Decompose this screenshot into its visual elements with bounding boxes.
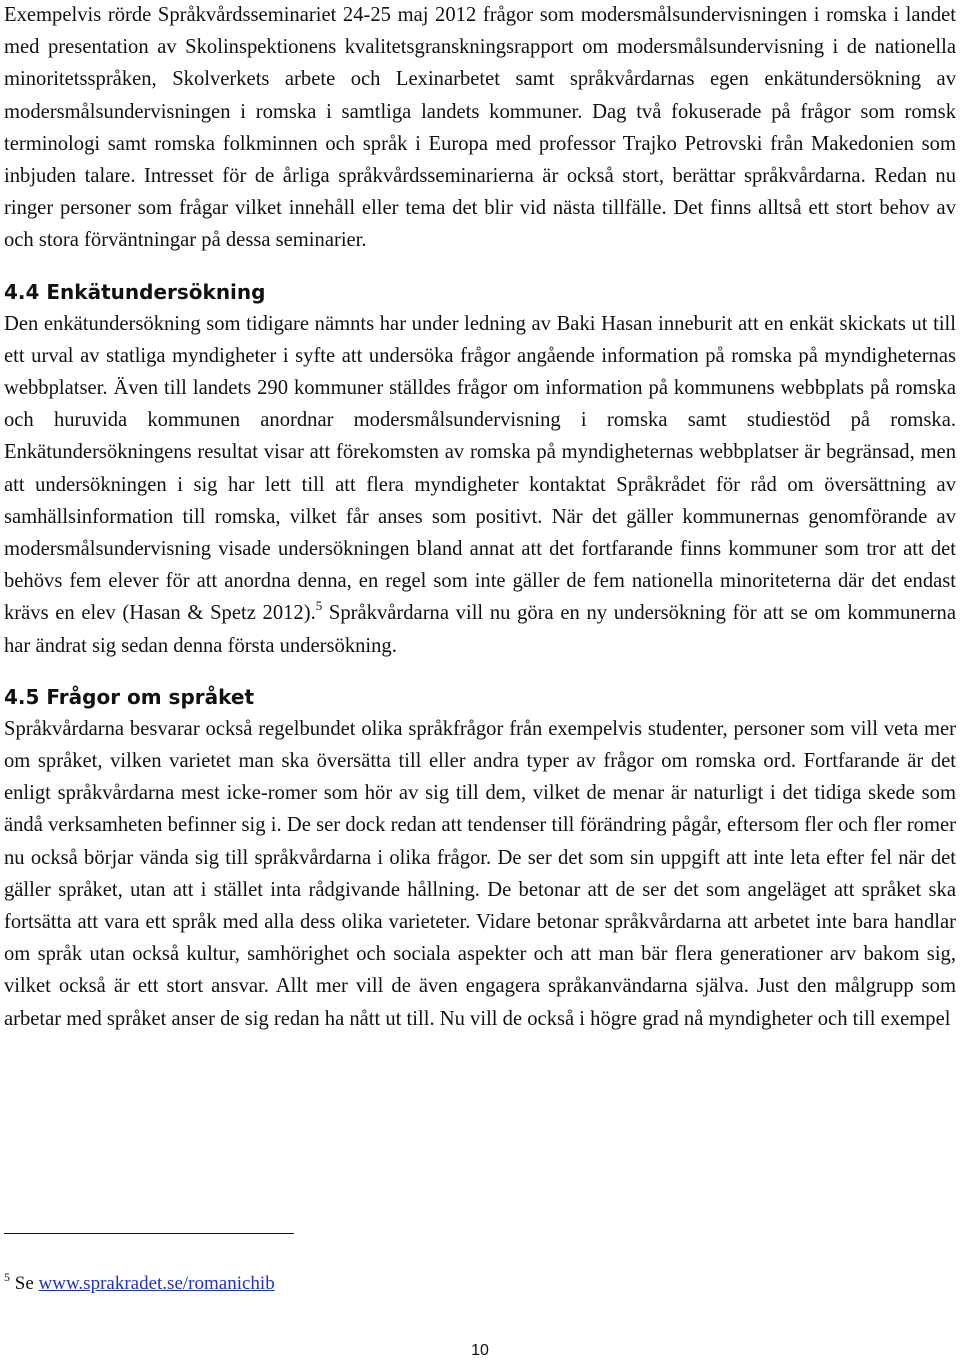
document-page	[4, 0, 956, 1035]
section-paragraph-fragor-om-spraket: Språkvårdarna besvarar också regelbundet olika språkfrågor från exempelvis studenter, personer som vill veta mer om språket, vilken varietet man ska översätta till eller andra typer av frågor om romska ord. Fortfarande är det enligt språkvårdarna mest icke-romer som hör av sig till dem, vilket de menar är naturligt i det tidiga skede som ändå verksamheten befinner sig i. De ser dock redan att tendenser till förändring pågår, eftersom fler och fler romer nu också börjar vända sig till språkvårdarna i olika frågor. De ser det som sin uppgift att inte leta efter fel när det gäller språket, utan att i stället inta rådgivande hållning. De betonar att de ser det som angeläget att språket ska fortsätta att vara ett språk med alla dess olika varieteter. Vidare betonar språkvårdarna att arbetet inte bara handlar om språk utan också kultur, samhörighet och sociala aspekter och att man bär flera generationer arv bakom sig, vilket också är ett stort ansvar. Allt mer vill de även engagera språkanvändarna själva. Just den målgrupp som arbetar med språket anser de sig redan ha nått ut till. Nu vill de också i högre grad nå myndigheter och till exempel	[4, 717, 956, 1030]
footnote	[4, 1272, 275, 1296]
paragraph-text: Den enkätundersökning som tidigare nämnts har under ledning av Baki Hasan inneburit att en enkät skickats ut till ett urval av statliga myndigheter i syfte att undersöka frågor angående information på romska på myndigheternas webbplatser. Även till landets 290 kommuner ställdes frågor om information på kommunens webbplats på romska och huruvida kommunen anordnar modersmålsundervisning i romska samt studiestöd på romska. Enkätundersökningens resultat visar att förekomsten av romska på myndigheternas webbplatser är begränsad, men att undersökningen i sig har lett till att flera myndigheter kontaktat Språkrådet för råd om översättning av samhällsinformation till romska, vilket får anses som positivt. När det gäller kommunernas genomförande av modersmålsundervisning visade undersökningen bland annat att det fortfarande finns kommuner som tror att det behövs fem elever för att anordna denna, en regel som inte gäller de fem nationella minoriteterna där det endast krävs en elev (Hasan & Spetz 2012).	[4, 312, 956, 625]
section-heading-fragor-om-spraket: 4.5 Frågor om språket	[4, 684, 255, 709]
page-number: 10	[471, 1342, 489, 1359]
intro-paragraph: Exempelvis rörde Språkvårdsseminariet 24-25 maj 2012 frågor som modersmålsundervisningen i romska i landet med presentation av Skolinspektionens kvalitetsgranskningsrapport om modersmålsundervisning i de nationella minoritetsspråken, Skolverkets arbete och Lexinarbetet samt språkvårdarnas egen enkätundersökning av modersmålsundervisningen i romska i samtliga landets kommuner. Dag två fokuserade på frågor som romsk terminologi samt romska folkminnen och språk i Europa med professor Trajko Petrovski från Makedonien som inbjuden talare. Intresset för de årliga språkvårdsseminarierna är också stort, berättar språkvårdarna. Redan nu ringer personer som frågar vilket innehåll eller tema det blir vid nästa tillfälle. Det finns alltså ett stort behov av och stora förväntningar på dessa seminarier.	[4, 4, 956, 252]
section-heading-enkatundersokning: 4.4 Enkätundersökning	[4, 279, 266, 304]
section-paragraph-enkatundersokning	[4, 308, 956, 662]
paragraph-text-continued: Språkvårdarna vill nu göra en ny undersökning för att se om kommunerna har ändrat sig sedan denna första undersökning.	[4, 602, 956, 657]
footnote-divider	[4, 1233, 294, 1234]
footnote-prefix: Se	[10, 1273, 39, 1294]
footnote-marker: 5	[4, 1270, 10, 1284]
footnote-reference[interactable]: 5	[315, 598, 323, 614]
footnote-link[interactable]: www.sprakradet.se/romanichib	[38, 1273, 275, 1294]
